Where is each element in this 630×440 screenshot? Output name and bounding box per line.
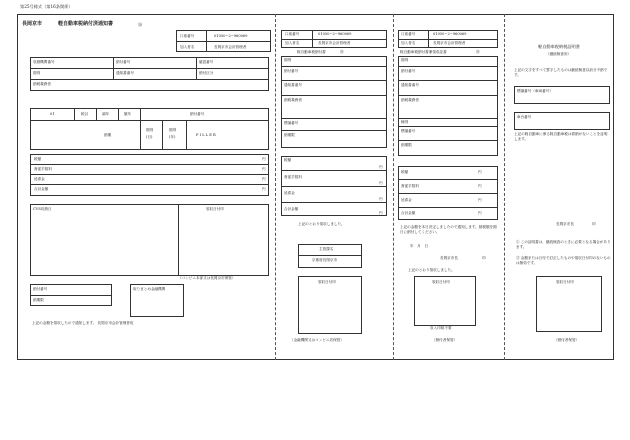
period-day-label: 期別 bbox=[146, 128, 154, 132]
p2-title-mark: ㉖ bbox=[340, 50, 344, 54]
notice-title: 軽自動車税納付済通知書 bbox=[58, 21, 114, 27]
cvs-note: （コンビニ本部又は長岡京市保管） bbox=[178, 276, 236, 280]
payment-number-label: 納付番号 bbox=[116, 60, 131, 64]
yen-2: 円 bbox=[262, 167, 266, 171]
p3-notice-text: 上記の金額を本日決定しましたので通知します。納税額を期日に納付してください。 bbox=[400, 225, 497, 234]
p3-stamp-label: 領収日付印 bbox=[432, 280, 450, 284]
p2-stamp-label: 領収日付印 bbox=[318, 280, 336, 284]
p2-subscriber-value: 長岡京市会計管理者 bbox=[318, 41, 351, 45]
p3-dunning-fee-label: 督促手数料 bbox=[401, 184, 419, 188]
p3-yen-4: 円 bbox=[478, 211, 482, 215]
p2-deadline-label: 納期限 bbox=[284, 133, 295, 137]
p3-yen-2: 円 bbox=[478, 184, 482, 188]
cert-stamp-note: （納付者保管） bbox=[554, 338, 580, 342]
cert-note-1: ① この証明書は、継続検査のときに必要となる場合があります。 bbox=[516, 240, 611, 249]
notice-footer: 上記の金額を領収したので通知します。 長岡京市会計管理者宛 bbox=[32, 321, 134, 325]
p3-mayor: 長岡京市長 bbox=[440, 256, 458, 260]
total-label: 合計金額 bbox=[34, 187, 49, 191]
p2-notice-number-label: 通知書番号 bbox=[284, 83, 302, 87]
plate-number-label: 標識番号（車両番号） bbox=[517, 89, 553, 93]
p3-yen-3: 円 bbox=[478, 198, 482, 202]
yen-1: 円 bbox=[262, 157, 266, 161]
title-mark: ㉖ bbox=[138, 22, 143, 27]
collector-number-label: 収納機関番号 bbox=[33, 60, 55, 64]
p3-yen-1: 円 bbox=[478, 170, 482, 174]
p3-taxpayer-label: 納税義務者 bbox=[401, 98, 419, 102]
p2-yen-4: 円 bbox=[379, 211, 383, 215]
period-day-unit: (日) bbox=[146, 135, 153, 139]
confirm-number-label: 確認番号 bbox=[199, 60, 214, 64]
notice-number-label: 通知書番号 bbox=[116, 71, 134, 75]
p3-account-value: 01050−2−960069 bbox=[433, 32, 467, 36]
yen-4: 円 bbox=[262, 187, 266, 191]
cert-seal: 印 bbox=[592, 222, 596, 226]
deadline-label: 納期 bbox=[104, 133, 112, 137]
subscriber-label: 加入者名 bbox=[180, 45, 195, 49]
form-number: 第25号様式（第16条関係） bbox=[20, 4, 73, 9]
levy-year-label: 賦年 bbox=[124, 112, 132, 116]
p3-late-fee-label: 延滞金 bbox=[401, 198, 412, 202]
certificate-subtitle: （継続検査用） bbox=[546, 52, 572, 56]
p2-dunning-fee-label: 督促手数料 bbox=[284, 175, 302, 179]
period-label: 期別 bbox=[33, 71, 41, 75]
p2-total-label: 合計金額 bbox=[284, 207, 299, 211]
p2-receipt-note: 上記のとおり領収しました。 bbox=[298, 222, 345, 226]
p3-stamp-note: （納付者保管） bbox=[432, 338, 458, 342]
assess-year-label: 調年 bbox=[102, 112, 110, 116]
late-fee-label: 延滞金 bbox=[34, 177, 45, 181]
p3-plate-label: 標識番号 bbox=[401, 129, 416, 133]
yen-3: 円 bbox=[262, 177, 266, 181]
p3-subscriber-value: 長岡京市会計管理者 bbox=[433, 41, 466, 45]
p2-period-label: 期別 bbox=[284, 58, 292, 62]
period-year-label: 期別 bbox=[169, 128, 177, 132]
cert-stamp-label: 領収日付印 bbox=[556, 280, 574, 284]
p2-subscriber-label: 加入者名 bbox=[285, 41, 300, 45]
code-01: 01 bbox=[50, 112, 55, 116]
receipt-stamp-label: 領収日付印 bbox=[206, 207, 224, 211]
p2-stamp-note: （金融機関又はコンビニ店保管） bbox=[290, 338, 344, 342]
dunning-fee-label: 督促手数料 bbox=[34, 167, 52, 171]
p2-title: 軽自動車税納付書 bbox=[297, 50, 326, 54]
filler-text: F I L L E R bbox=[196, 133, 216, 137]
perforation-line-2 bbox=[393, 14, 394, 360]
cvs-date-label: CVS収納日 bbox=[33, 207, 52, 211]
p3-subscriber-label: 加入者名 bbox=[401, 41, 416, 45]
amount-table bbox=[30, 154, 269, 196]
agency-number-label: 納付番号 bbox=[33, 287, 48, 291]
tax-amount-label: 税額 bbox=[34, 157, 42, 161]
p3-title: 軽自動車税納付書兼領収証書 bbox=[400, 50, 447, 54]
account-value: 01050−2−960069 bbox=[214, 34, 248, 38]
taxpayer-label: 納税義務者 bbox=[33, 82, 51, 86]
p3-no-stamp-label: 収入印紙不要 bbox=[430, 326, 452, 330]
certificate-intro: 上記の文字をすべて罫字したものは継続検査以前分不納です。 bbox=[514, 68, 608, 77]
p2-yen-2: 円 bbox=[379, 181, 383, 185]
p3-seal: 印 bbox=[482, 256, 486, 260]
info-grid bbox=[30, 57, 269, 91]
p3-type-label: 種別 bbox=[401, 120, 409, 124]
p3-account-label: 口座番号 bbox=[401, 32, 416, 36]
agency-deadline-label: 納期限 bbox=[33, 298, 44, 302]
p2-late-fee-label: 延滞金 bbox=[284, 191, 295, 195]
vehicle-number-label: 車台番号 bbox=[517, 115, 532, 119]
period-year-unit: (年) bbox=[169, 135, 176, 139]
payment-no-head: 納付番号 bbox=[190, 112, 205, 116]
p2-plate-label: 標識番号 bbox=[284, 121, 299, 125]
p3-notice-number-label: 通知書番号 bbox=[401, 83, 419, 87]
p3-total-label: 合計金額 bbox=[401, 211, 416, 215]
perforation-line-1 bbox=[275, 14, 276, 360]
p3-payment-number-label: 納付番号 bbox=[401, 69, 416, 73]
p3-deadline-label: 納期限 bbox=[401, 143, 412, 147]
certificate-title: 軽自動車税納税証明書 bbox=[538, 44, 580, 49]
cert-mayor: 長岡京市長 bbox=[556, 222, 574, 226]
account-label: 口座番号 bbox=[180, 34, 195, 38]
payment-class-label: 納付区分 bbox=[199, 71, 214, 75]
p3-date-line: 年 月 日 bbox=[410, 244, 428, 248]
p2-payment-number-label: 納付番号 bbox=[284, 69, 299, 73]
p2-bank-value: 京都府長岡京市 bbox=[312, 258, 338, 262]
p2-bank-label: 主管課名 bbox=[319, 247, 334, 251]
p3-title-mark: ㉖ bbox=[476, 50, 480, 54]
p3-period-label: 期別 bbox=[401, 58, 409, 62]
p2-taxpayer-label: 納税義務者 bbox=[284, 98, 302, 102]
cert-note-2: ② 金額または日付で訂正したものや領収日付印のないものは無効です。 bbox=[516, 256, 611, 265]
city-name: 長岡京市 bbox=[22, 21, 43, 27]
p2-yen-1: 円 bbox=[379, 165, 383, 169]
p3-receipt-note: 上記のとおり領収しました。 bbox=[408, 268, 455, 272]
tax-item-label: 税目 bbox=[81, 112, 89, 116]
collector-agency-label: 取りまとめ金融機関 bbox=[133, 287, 166, 291]
p2-account-label: 口座番号 bbox=[285, 32, 300, 36]
p3-tax-amount-label: 税額 bbox=[401, 170, 409, 174]
certificate-text: 上記の軽自動車に係る軽自動車税は滞納がないことを証明します。 bbox=[514, 132, 608, 141]
perforation-line-3 bbox=[504, 14, 505, 360]
subscriber-value: 長岡京市会計管理者 bbox=[214, 45, 247, 49]
p2-yen-3: 円 bbox=[379, 197, 383, 201]
cvs-area bbox=[30, 204, 269, 276]
p2-tax-amount-label: 税額 bbox=[284, 158, 292, 162]
p2-account-value: 01050−2−960069 bbox=[318, 32, 352, 36]
